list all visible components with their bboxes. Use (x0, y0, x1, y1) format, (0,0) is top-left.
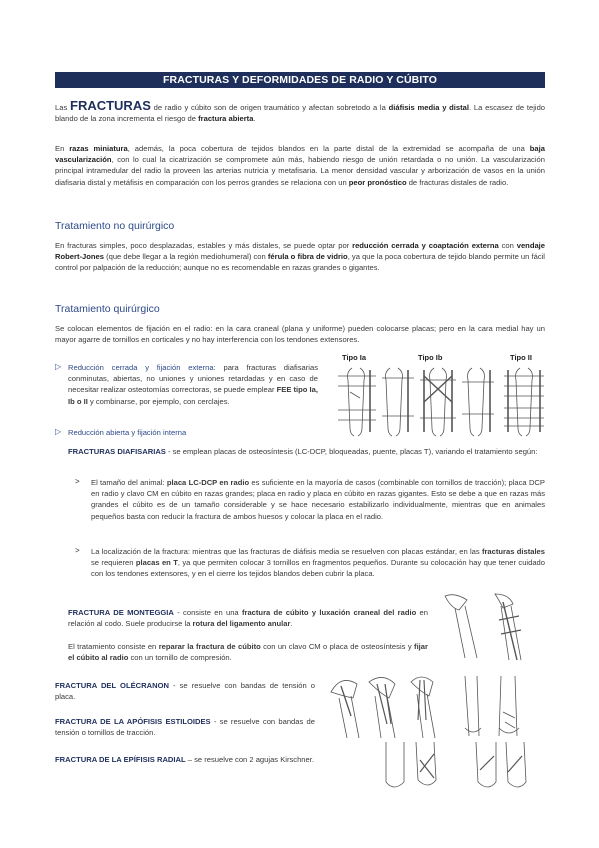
label-tipo-ii: Tipo II (510, 353, 532, 362)
surgical-paragraph: Se colocan elementos de fijación en el radio: en la cara craneal (plana y uniforme) pueden colocarse placas; pero en la cara medial hay un mayor agarre de tornillos en corticales y no hay interferencia con los tendones extensores. (55, 324, 545, 345)
bullet-triangle-icon: ▷ (55, 427, 62, 436)
bullet-triangle-icon: ▷ (55, 362, 62, 371)
chevron-right-icon: > (75, 546, 80, 555)
chevron-right-icon: > (75, 477, 80, 486)
olecranon-paragraph: FRACTURA DEL OLÉCRANON - se resuelve con bandas de tensión o placa. (55, 681, 315, 702)
animal-size-item: El tamaño del animal: placa LC-DCP en radio es suficiente en la mayoría de casos (combinable con tornillos de tracción); placa DCP en radio y clavo CM en cúbito en razas grandes; placa en radio y placa en cúbito en razas gigantes. Esto se debe a que en razas más grandes el cúbito es de un tamaño considerable y se hace necesario estabilizarlo individualmente, mientras que en animales pequeños basta con reducir la fractura de ambos huesos y colocar la placa en el radio. (91, 478, 545, 521)
monteggia-illustration (435, 590, 547, 668)
monteggia-paragraph: FRACTURA DE MONTEGGIA - consiste en una fractura de cúbito y luxación craneal del radio en relación al codo. Suele producirse la rotura del ligamento anular. (68, 608, 428, 629)
fracturas-keyword: FRACTURAS (70, 98, 151, 113)
heading-surgical: Tratamiento quirúrgico (55, 303, 160, 315)
non-surgical-paragraph: En fracturas simples, poco desplazadas, estables y más distales, se puede optar por reducción cerrada y coaptación externa con vendaje Robert-Jones (que debe llegar a la región mediohumeral) con férula o fibra de vidrio, ya que la poca cobertura de tejido blando permite un fácil control por palpación de la reducción; aunque no es recomendable en razas grandes o gigantes. (55, 241, 546, 273)
diaphyseal-fractures-paragraph: FRACTURAS DIAFISARIAS - se emplean placas de osteosíntesis (LC-DCP, bloqueadas, puente, placas T), variando el tratamiento según: (68, 447, 538, 456)
heading-non-surgical: Tratamiento no quirúrgico (55, 220, 175, 232)
intro-paragraph: Las FRACTURAS de radio y cúbito son de origen traumático y afectan sobretodo a la diáfisis media y distal. La escasez de tejido blando de la zona incrementa el riesgo de fractura abierta. (55, 98, 546, 124)
monteggia-treatment-paragraph: El tratamiento consiste en reparar la fractura de cúbito con un clavo CM o placa de osteosíntesis y fijar el cúbito al radio con un tornillo de compresión. (68, 642, 428, 663)
olecranon-fixation-illustration (325, 672, 547, 742)
document-title: FRACTURAS Y DEFORMIDADES DE RADIO Y CÚBITO (55, 72, 545, 88)
miniature-breeds-paragraph: En razas miniatura, además, la poca cobertura de tejidos blandos en la parte distal de la extremidad se acompaña de una baja vascularización, con lo cual la cicatrización se compromete aún más, habiendo riesgo de unión retardada o no unión. La vascularización principal intramedular del radio la proveen las arterias nutricia y metafisaria. La menor densidad vascular y arborización de vasos en la unión diafisaria distal y metáfisis en comparación con los perros grandes se relaciona con un peor pronóstico de fracturas distales de radio. (55, 144, 545, 187)
styloid-paragraph: FRACTURA DE LA APÓFISIS ESTILOIDES - se resuelve con bandas de tensión o tornillos de tracción. (55, 717, 316, 738)
open-reduction-item: Reducción abierta y fijación interna (68, 428, 187, 437)
label-tipo-ia: Tipo Ia (342, 353, 367, 362)
epiphysis-paragraph: FRACTURA DE LA EPÍFISIS RADIAL – se resuelve con 2 agujas Kirschner. (55, 755, 314, 764)
label-tipo-ib: Tipo Ib (418, 353, 443, 362)
fracture-location-item: La localización de la fractura: mientras que las fracturas de diáfisis media se resuelven con placas estándar, en las fracturas distales se requieren placas en T, ya que permiten colocar 3 tornillos en fragmentos pequeños. Durante su colocación hay que tener cuidado con los tendones extensores, y en el cierre los tejidos blandos deben cubrir la placa. (91, 547, 546, 579)
radial-epiphysis-illustration (380, 742, 540, 794)
external-fixation-item: Reducción cerrada y fijación externa: para fracturas diafisarias conminutas, abiertas, no uniones y uniones retardadas y en caso de necesitar realizar osteotomías correctoras, se puede emplear FEE tipo Ia, Ib o II y combinarse, por ejemplo, con cerclajes. (68, 363, 318, 406)
